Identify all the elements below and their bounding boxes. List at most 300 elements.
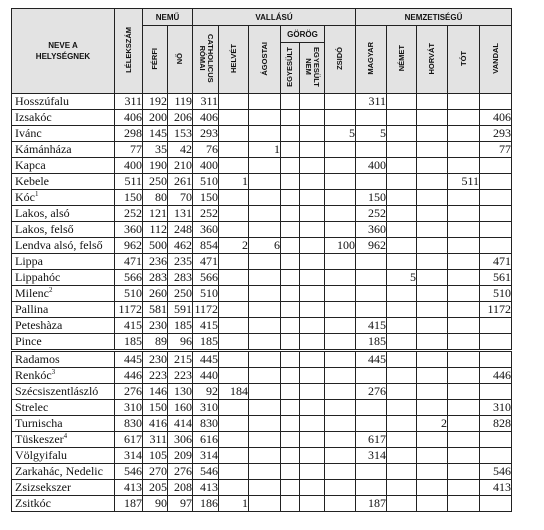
table-row	[12, 416, 512, 432]
table-row	[12, 238, 512, 254]
value-cell: 5	[325, 126, 356, 142]
value-cell	[281, 334, 300, 351]
place-name-cell	[12, 158, 115, 174]
value-cell	[448, 142, 480, 158]
place-name: Kámánháza	[15, 142, 72, 156]
place-name-cell	[12, 286, 115, 302]
value-cell: 283	[143, 270, 168, 286]
place-name: Milenc	[15, 286, 49, 300]
value-cell: 510	[193, 174, 219, 190]
value-cell	[480, 222, 512, 238]
table-row	[12, 368, 512, 384]
header-jewish-label: ZSIDÓ	[335, 47, 344, 70]
value-cell	[417, 238, 448, 254]
value-cell	[417, 448, 448, 464]
value-cell	[325, 174, 356, 190]
value-cell	[249, 464, 281, 480]
value-cell	[281, 110, 300, 126]
value-cell	[448, 254, 480, 270]
place-name-cell	[12, 400, 115, 416]
value-cell	[448, 416, 480, 432]
value-cell: 962	[356, 238, 387, 254]
value-cell	[448, 110, 480, 126]
value-cell	[300, 206, 325, 222]
place-name: Lippa	[15, 254, 43, 268]
header-greek-nonunited	[300, 43, 325, 94]
value-cell	[417, 302, 448, 318]
value-cell	[417, 222, 448, 238]
value-cell: 310	[115, 400, 143, 416]
value-cell: 252	[356, 206, 387, 222]
value-cell	[281, 286, 300, 302]
value-cell: 119	[168, 94, 193, 110]
value-cell	[219, 416, 249, 432]
value-cell	[300, 270, 325, 286]
value-cell: 415	[115, 318, 143, 334]
value-cell: 130	[168, 384, 193, 400]
value-cell	[448, 384, 480, 400]
value-cell	[249, 351, 281, 368]
value-cell	[249, 110, 281, 126]
value-cell	[300, 94, 325, 110]
value-cell	[300, 432, 325, 448]
value-cell	[448, 286, 480, 302]
value-cell	[281, 432, 300, 448]
value-cell: 311	[193, 94, 219, 110]
value-cell	[325, 448, 356, 464]
census-table	[11, 8, 512, 512]
value-cell	[448, 368, 480, 384]
value-cell	[417, 496, 448, 512]
header-population-label: LÉLEKSZÁM	[123, 27, 133, 73]
value-cell: 250	[143, 174, 168, 190]
table-row	[12, 496, 512, 512]
place-name-cell	[12, 94, 115, 110]
value-cell: 230	[143, 318, 168, 334]
value-cell: 208	[168, 480, 193, 496]
value-cell	[281, 368, 300, 384]
table-row	[12, 302, 512, 318]
value-cell	[300, 480, 325, 496]
value-cell	[480, 318, 512, 334]
value-cell	[387, 206, 417, 222]
value-cell	[417, 384, 448, 400]
value-cell	[325, 142, 356, 158]
value-cell	[417, 270, 448, 286]
header-greek-united-label: EGYESÜLT	[285, 47, 294, 87]
value-cell: 566	[193, 270, 219, 286]
place-name: Pince	[15, 334, 42, 348]
header-place-name	[12, 9, 115, 94]
value-cell	[325, 318, 356, 334]
value-cell: 546	[115, 464, 143, 480]
value-cell: 413	[193, 480, 219, 496]
value-cell	[300, 110, 325, 126]
value-cell: 35	[143, 142, 168, 158]
value-cell	[387, 318, 417, 334]
value-cell	[281, 351, 300, 368]
value-cell	[448, 190, 480, 206]
value-cell	[281, 174, 300, 190]
value-cell	[448, 351, 480, 368]
value-cell: 260	[143, 286, 168, 302]
value-cell: 77	[115, 142, 143, 158]
value-cell	[387, 384, 417, 400]
value-cell: 400	[356, 158, 387, 174]
place-name: Szécsiszentlászló	[15, 384, 99, 398]
value-cell	[387, 286, 417, 302]
value-cell	[417, 351, 448, 368]
value-cell	[387, 351, 417, 368]
value-cell: 1	[219, 496, 249, 512]
value-cell	[300, 318, 325, 334]
value-cell	[249, 222, 281, 238]
value-cell: 153	[168, 126, 193, 142]
value-cell	[325, 496, 356, 512]
header-hungarian	[356, 26, 387, 94]
header-slovak-label: TÓT	[458, 51, 468, 66]
place-name: Kóc	[15, 190, 35, 204]
value-cell	[387, 368, 417, 384]
place-name-cell	[12, 190, 115, 206]
value-cell: 270	[143, 464, 168, 480]
value-cell: 293	[193, 126, 219, 142]
value-cell: 150	[356, 190, 387, 206]
value-cell	[281, 480, 300, 496]
value-cell	[249, 270, 281, 286]
header-name-line2: HELYSÉGNEK	[35, 52, 91, 61]
value-cell	[219, 334, 249, 351]
value-cell: 89	[143, 334, 168, 351]
value-cell	[249, 334, 281, 351]
value-cell	[387, 142, 417, 158]
header-greek-united	[281, 43, 300, 94]
table-row	[12, 142, 512, 158]
value-cell: 500	[143, 238, 168, 254]
value-cell: 510	[115, 286, 143, 302]
value-cell	[417, 400, 448, 416]
table-row	[12, 206, 512, 222]
value-cell: 406	[480, 110, 512, 126]
header-jewish	[325, 26, 356, 94]
table-row	[12, 464, 512, 480]
value-cell	[249, 318, 281, 334]
value-cell	[300, 142, 325, 158]
place-name: Völgyifalu	[15, 448, 67, 462]
value-cell	[356, 368, 387, 384]
value-cell: 252	[115, 206, 143, 222]
value-cell: 192	[143, 94, 168, 110]
value-cell	[417, 206, 448, 222]
value-cell	[448, 432, 480, 448]
value-cell	[281, 254, 300, 270]
value-cell: 223	[168, 368, 193, 384]
place-name: Zsitkóc	[15, 496, 51, 510]
value-cell	[417, 126, 448, 142]
value-cell: 2	[417, 416, 448, 432]
value-cell	[448, 302, 480, 318]
value-cell	[281, 318, 300, 334]
value-cell	[300, 464, 325, 480]
value-cell	[300, 238, 325, 254]
value-cell	[325, 270, 356, 286]
value-cell	[249, 480, 281, 496]
header-croatian-label: HORVÁT	[427, 42, 436, 75]
value-cell	[417, 110, 448, 126]
value-cell	[448, 400, 480, 416]
value-cell	[356, 302, 387, 318]
value-cell	[281, 448, 300, 464]
table-row	[12, 254, 512, 270]
place-name-cell	[12, 270, 115, 286]
value-cell	[356, 254, 387, 270]
value-cell	[219, 432, 249, 448]
header-nonunited-line2: EGYESÜLT	[312, 47, 321, 87]
value-cell	[300, 400, 325, 416]
header-female-label: NŐ	[175, 52, 184, 65]
value-cell	[417, 286, 448, 302]
value-cell: 185	[193, 334, 219, 351]
value-cell: 283	[168, 270, 193, 286]
value-cell	[249, 496, 281, 512]
value-cell: 854	[193, 238, 219, 254]
value-cell	[387, 464, 417, 480]
place-name-cell	[12, 432, 115, 448]
header-greek-nonunited-label	[304, 47, 320, 87]
value-cell	[325, 368, 356, 384]
value-cell	[300, 368, 325, 384]
value-cell: 360	[193, 222, 219, 238]
value-cell	[281, 126, 300, 142]
value-cell	[219, 190, 249, 206]
table-row	[12, 270, 512, 286]
value-cell	[300, 302, 325, 318]
place-name: Pallina	[15, 302, 49, 316]
value-cell	[448, 496, 480, 512]
value-cell	[480, 94, 512, 110]
value-cell	[219, 94, 249, 110]
place-name: Peteshàza	[15, 318, 63, 332]
value-cell	[480, 158, 512, 174]
value-cell	[281, 496, 300, 512]
value-cell	[300, 496, 325, 512]
value-cell: 311	[115, 94, 143, 110]
table-row	[12, 174, 512, 190]
value-cell	[325, 158, 356, 174]
table-row	[12, 480, 512, 496]
value-cell: 617	[356, 432, 387, 448]
value-cell	[249, 400, 281, 416]
value-cell	[387, 222, 417, 238]
value-cell	[281, 416, 300, 432]
value-cell: 446	[480, 368, 512, 384]
table-row	[12, 351, 512, 368]
value-cell: 42	[168, 142, 193, 158]
value-cell	[417, 318, 448, 334]
value-cell: 150	[143, 400, 168, 416]
value-cell	[249, 206, 281, 222]
value-cell: 561	[480, 270, 512, 286]
value-cell: 160	[168, 400, 193, 416]
value-cell: 511	[115, 174, 143, 190]
value-cell	[356, 464, 387, 480]
value-cell	[448, 318, 480, 334]
value-cell: 185	[168, 318, 193, 334]
value-cell	[281, 206, 300, 222]
value-cell	[219, 126, 249, 142]
value-cell	[480, 496, 512, 512]
value-cell	[480, 206, 512, 222]
table-row	[12, 400, 512, 416]
value-cell	[219, 222, 249, 238]
value-cell	[387, 448, 417, 464]
value-cell	[417, 158, 448, 174]
table-body	[12, 94, 512, 512]
place-name-cell	[12, 142, 115, 158]
value-cell: 1172	[115, 302, 143, 318]
value-cell: 446	[115, 368, 143, 384]
value-cell: 581	[143, 302, 168, 318]
place-name-cell	[12, 464, 115, 480]
value-cell: 828	[480, 416, 512, 432]
value-cell	[325, 464, 356, 480]
value-cell	[480, 238, 512, 254]
place-name-cell	[12, 222, 115, 238]
place-name: Lakos, alsó	[15, 206, 70, 220]
table-row	[12, 222, 512, 238]
value-cell	[281, 190, 300, 206]
value-cell	[325, 400, 356, 416]
value-cell	[325, 480, 356, 496]
place-name: Lendva alsó, felső	[15, 238, 103, 252]
place-name: Zsizsekszer	[15, 480, 71, 494]
value-cell: 406	[115, 110, 143, 126]
value-cell: 145	[143, 126, 168, 142]
value-cell	[387, 334, 417, 351]
value-cell: 1172	[480, 302, 512, 318]
header-helvetic-label: HELVÉT	[228, 43, 238, 74]
value-cell	[219, 464, 249, 480]
value-cell	[387, 400, 417, 416]
value-cell: 5	[387, 270, 417, 286]
value-cell	[219, 158, 249, 174]
value-cell: 223	[143, 368, 168, 384]
value-cell: 471	[193, 254, 219, 270]
header-augustan	[249, 26, 281, 94]
value-cell: 6	[249, 238, 281, 254]
value-cell	[480, 448, 512, 464]
value-cell: 415	[356, 318, 387, 334]
value-cell	[281, 238, 300, 254]
value-cell	[387, 174, 417, 190]
value-cell	[249, 368, 281, 384]
value-cell	[356, 286, 387, 302]
value-cell	[300, 286, 325, 302]
header-helvetic	[219, 26, 249, 94]
value-cell	[325, 110, 356, 126]
value-cell: 400	[115, 158, 143, 174]
place-name-cell	[12, 206, 115, 222]
value-cell: 236	[143, 254, 168, 270]
value-cell	[387, 496, 417, 512]
value-cell	[249, 432, 281, 448]
value-cell	[219, 400, 249, 416]
value-cell: 146	[143, 384, 168, 400]
value-cell	[480, 351, 512, 368]
value-cell	[219, 206, 249, 222]
place-name-cell	[12, 480, 115, 496]
value-cell: 471	[115, 254, 143, 270]
value-cell	[219, 351, 249, 368]
value-cell: 190	[143, 158, 168, 174]
value-cell	[300, 351, 325, 368]
place-name: Zarkahác, Nedelic	[15, 464, 103, 478]
value-cell: 276	[168, 464, 193, 480]
table-row	[12, 432, 512, 448]
header-roman-catholic-label	[198, 34, 214, 83]
value-cell: 230	[143, 351, 168, 368]
value-cell	[219, 318, 249, 334]
value-cell: 414	[168, 416, 193, 432]
value-cell: 5	[356, 126, 387, 142]
value-cell	[387, 254, 417, 270]
value-cell	[448, 222, 480, 238]
value-cell: 1	[219, 174, 249, 190]
place-name: Lakos, felső	[15, 222, 74, 236]
value-cell: 276	[115, 384, 143, 400]
header-hungarian-label: MAGYAR	[366, 42, 375, 75]
table-row	[12, 448, 512, 464]
value-cell	[417, 174, 448, 190]
value-cell	[219, 286, 249, 302]
value-cell	[356, 400, 387, 416]
value-cell	[325, 302, 356, 318]
value-cell	[219, 254, 249, 270]
place-name-cell	[12, 351, 115, 368]
place-name-cell	[12, 110, 115, 126]
value-cell	[219, 110, 249, 126]
header-augustan-label: ÁGOSTAI	[259, 41, 269, 76]
value-cell: 97	[168, 496, 193, 512]
value-cell	[480, 190, 512, 206]
value-cell	[300, 222, 325, 238]
value-cell: 210	[168, 158, 193, 174]
value-cell: 100	[325, 238, 356, 254]
value-cell	[448, 238, 480, 254]
header-roman-line1: RÓMAI	[197, 46, 207, 71]
table-header	[12, 9, 512, 94]
value-cell	[325, 190, 356, 206]
table-row	[12, 334, 512, 351]
value-cell	[387, 158, 417, 174]
place-name: Turnischa	[15, 416, 63, 430]
header-male	[143, 26, 168, 94]
value-cell	[249, 286, 281, 302]
value-cell: 77	[480, 142, 512, 158]
value-cell	[325, 351, 356, 368]
value-cell: 250	[168, 286, 193, 302]
place-name-cell	[12, 238, 115, 254]
value-cell: 415	[193, 318, 219, 334]
place-name: Ivánc	[15, 126, 42, 140]
value-cell: 830	[115, 416, 143, 432]
value-cell: 306	[168, 432, 193, 448]
value-cell: 830	[193, 416, 219, 432]
value-cell	[448, 464, 480, 480]
value-cell	[417, 94, 448, 110]
value-cell: 310	[193, 400, 219, 416]
value-cell: 248	[168, 222, 193, 238]
